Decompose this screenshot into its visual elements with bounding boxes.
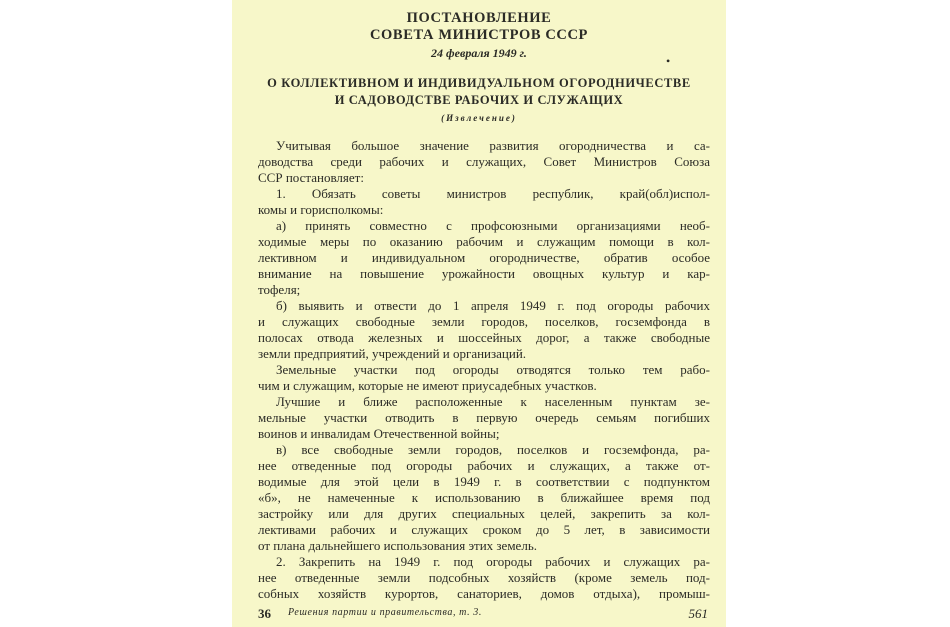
body-line: доводства среди рабочих и служащих, Совет Министров Союза — [258, 154, 710, 169]
body-line: Учитывая большое значение развития огородничества и са- — [276, 138, 710, 153]
body-line: мельные участки отводить в первую очередь семьям погибших — [258, 410, 710, 425]
document-page — [232, 0, 726, 627]
subject-line-1: О КОЛЛЕКТИВНОМ И ИНДИВИДУАЛЬНОМ ОГОРОДНИЧЕСТВЕ — [267, 76, 691, 90]
document-subtitle: (Извлечение) — [441, 113, 517, 123]
body-line: водимые для этой цели в 1949 г. в соответствии с подпунктом — [258, 474, 710, 489]
body-line: ССР постановляет: — [258, 170, 364, 185]
body-line: лективном и индивидуальном огородничестве, обратив особое — [258, 250, 710, 265]
body-line: Земельные участки под огороды отводятся только тем рабо- — [276, 362, 710, 377]
subject-line-2: И САДОВОДСТВЕ РАБОЧИХ И СЛУЖАЩИХ — [334, 93, 624, 107]
stray-mark: • — [666, 54, 671, 68]
body-line: собных хозяйств курортов, санаториев, домов отдыха), промыш- — [258, 586, 710, 601]
page-footer — [258, 606, 718, 622]
body-line: застройку или для других специальных целей, закрепить за кол- — [258, 506, 710, 521]
body-line: от плана дальнейшего использования этих земель. — [258, 538, 537, 553]
body-line: комы и горисполкомы: — [258, 202, 384, 217]
body-line: земли предприятий, учреждений и организаций. — [258, 346, 527, 361]
body-line: «б», не намеченные к использованию в ближайшее время под — [258, 490, 710, 505]
body-line: 1. Обязать советы министров республик, край(обл)испол- — [276, 186, 710, 201]
body-line: 2. Закрепить на 1949 г. под огороды рабочих и служащих ра- — [276, 554, 710, 569]
body-line: тофеля; — [258, 282, 301, 297]
footer-document-number: 561 — [688, 606, 708, 621]
body-line: чим и служащим, которые не имеют приусадебных участков. — [258, 378, 597, 393]
body-line: ходимые меры по оказанию рабочим и служащим помощи в кол- — [258, 234, 710, 249]
body-line: Лучшие и ближе расположенные к населенным пунктам зе- — [276, 394, 710, 409]
body-line: а) принять совместно с профсоюзными организациями необ- — [276, 218, 710, 233]
footer-page-number: 36 — [258, 606, 271, 621]
body-line: лективами рабочих и служащих сроком до 5 лет, в зависимости — [258, 522, 710, 537]
body-line: внимание на повышение урожайности овощных культур и кар- — [258, 266, 710, 281]
footer-source: Решения партии и правительства, т. 3. — [288, 607, 483, 618]
body-line: воинов и инвалидам Отечественной войны; — [258, 426, 500, 441]
document-issuer: СОВЕТА МИНИСТРОВ СССР — [369, 27, 589, 43]
document-date: 24 февраля 1949 г. — [431, 46, 527, 60]
body-line: нее отведенные земли подсобных хозяйств (кроме земель под- — [258, 570, 710, 585]
document-title: ПОСТАНОВЛЕНИЕ — [406, 10, 552, 26]
body-line: и служащих свободные земли городов, поселков, госземфонда в — [258, 314, 710, 329]
body-line: в) все свободные земли городов, поселков и госземфонда, ра- — [276, 442, 710, 457]
body-line: полосах отвода железных и шоссейных дорог, а также свободные — [258, 330, 710, 345]
body-line: б) выявить и отвести до 1 апреля 1949 г. под огороды рабочих — [276, 298, 710, 313]
body-line: нее отведенные под огороды рабочих и служащих, а также от- — [258, 458, 710, 473]
